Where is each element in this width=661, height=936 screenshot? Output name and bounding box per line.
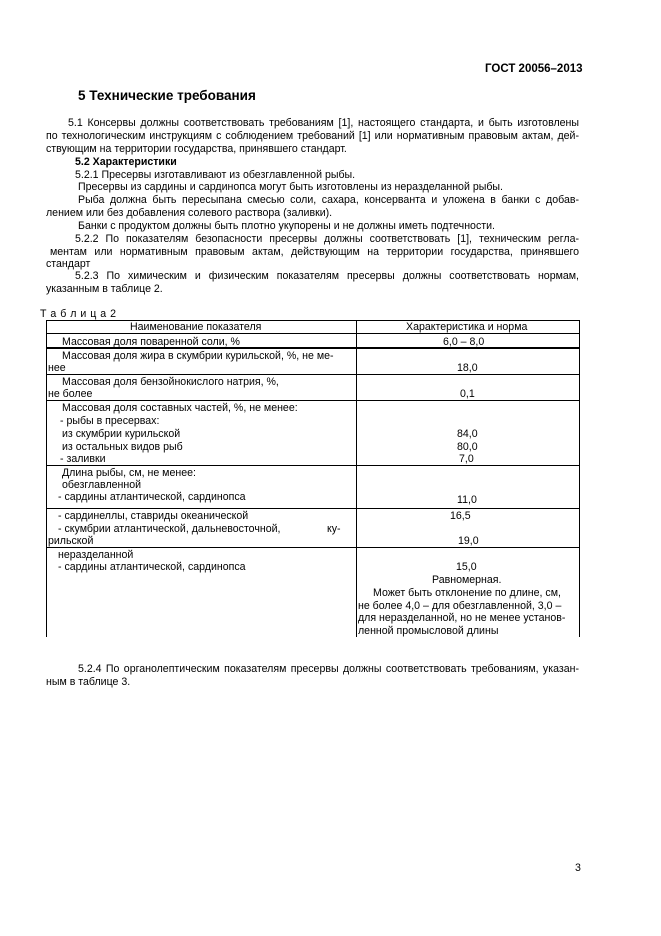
para-5-2-1-line-3: Рыба должна быть пересыпана смесью соли, сахара, консерванта и уложена в банки с добав-	[78, 194, 579, 206]
para-5-2-1-line-1: 5.2.1 Пресервы изготавливают из обезглавленной рыбы.	[75, 169, 356, 181]
table-cell: Массовая доля бензойнокислого натрия, %,	[62, 376, 279, 388]
subsection-title: 5.2 Характеристики	[75, 156, 177, 168]
table-cell: 16,5	[450, 510, 471, 522]
table-cell: Равномерная.	[432, 574, 502, 586]
table-caption: Т а б л и ц а 2	[40, 308, 117, 320]
table-cell: - заливки	[60, 453, 106, 465]
table-cell: 7,0	[459, 453, 474, 465]
para-5-2-2-line-1: 5.2.2 По показателям безопасности пресервы должны соответствовать [1], техническим регла-	[75, 233, 579, 245]
table-cell: нее	[48, 362, 66, 374]
para-5-1-line-1: 5.1 Консервы должны соответствовать требованиям [1], настоящего стандарта, и быть изготовлены	[68, 117, 579, 129]
table-cell: 11,0	[457, 494, 477, 506]
table-cell: - сардины атлантической, сардинопса	[58, 491, 246, 503]
table-cell: рильской	[48, 535, 94, 547]
table-cell: из скумбрии курильской	[62, 428, 181, 440]
para-5-2-1-line-4: лением или без добавления солевого раствора (заливки).	[46, 207, 333, 219]
table-cell: - сардинеллы, ставриды океанической	[58, 510, 249, 522]
para-5-2-1-line-2: Пресервы из сардины и сардинопса могут быть изготовлены из неразделанной рыбы.	[78, 181, 503, 193]
document-id: ГОСТ 20056–2013	[485, 63, 583, 75]
table-cell: из остальных видов рыб	[62, 441, 183, 453]
table-cell: - рыбы в пресервах:	[60, 415, 160, 427]
section-title: 5 Технические требования	[78, 88, 256, 103]
table-cell: 18,0	[457, 362, 478, 374]
table-cell: 80,0	[457, 441, 478, 453]
table-cell: 15,0	[456, 561, 477, 573]
page-number: 3	[575, 862, 581, 874]
table-cell: Массовая доля составных частей, %, не менее:	[62, 402, 298, 414]
table-header-name: Наименование показателя	[130, 321, 262, 333]
para-5-2-2-line-2: ментам или нормативным правовым актам, действующим на территории государства, принявшего	[50, 246, 579, 258]
table-header-value: Характеристика и норма	[406, 321, 528, 333]
para-5-2-3-line-2: указанным в таблице 2.	[46, 283, 163, 295]
table-cell: обезглавленной	[62, 479, 142, 491]
para-5-2-3-line-1: 5.2.3 По химическим и физическим показателям пресервы должны соответствовать нормам,	[75, 270, 579, 282]
table-cell: 0,1	[460, 388, 475, 400]
table-cell: для неразделанной, но не менее установ-	[358, 612, 566, 624]
para-5-2-4-line-2: ным в таблице 3.	[46, 676, 131, 688]
para-5-2-1-line-5: Банки с продуктом должны быть плотно укупорены и не должны иметь подтечности.	[78, 220, 495, 232]
table-cell: - скумбрии атлантической, дальневосточной,	[58, 523, 281, 535]
para-5-1-line-2: по технологическим инструкциям с соблюдением требований [1] или нормативным правовым актам, дей-	[46, 130, 579, 142]
table-cell: ку-	[327, 523, 341, 535]
table-cell: 6,0 – 8,0	[443, 336, 485, 348]
table-cell: не более 4,0 – для обезглавленной, 3,0 –	[358, 600, 562, 612]
table-cell: Массовая доля поваренной соли, %	[62, 336, 240, 348]
table-cell: не более	[48, 388, 93, 400]
table-cell: - сардины атлантической, сардинопса	[58, 561, 246, 573]
table-cell: 84,0	[457, 428, 478, 440]
table-cell: Длина рыбы, см, не менее:	[62, 467, 196, 479]
table-cell: Массовая доля жира в скумбрии курильской, %, не ме-	[62, 350, 334, 362]
para-5-1-line-3: ствующим на территории государства, принявшего стандарт.	[46, 143, 347, 155]
table-cell: 19,0	[458, 535, 479, 547]
para-5-2-4-line-1: 5.2.4 По органолептическим показателям пресервы должны соответствовать требованиям, указан-	[78, 663, 579, 675]
table-cell: ленной промысловой длины	[358, 625, 499, 637]
para-5-2-2-line-3: стандарт	[46, 258, 91, 270]
table-cell: неразделанной	[58, 549, 134, 561]
table-cell: Может быть отклонение по длине, см,	[373, 587, 561, 599]
